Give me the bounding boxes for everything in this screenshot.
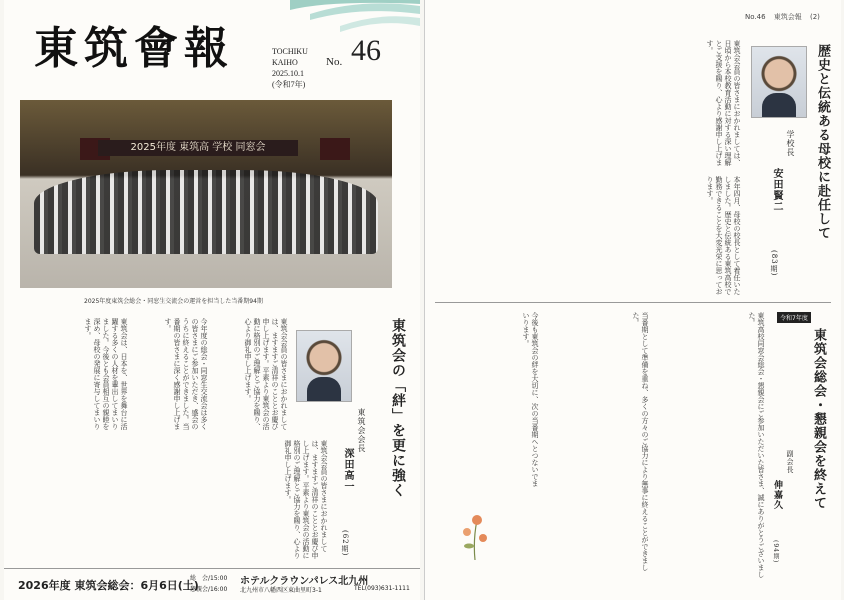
photo-banner: 2025年度 東筑高 学校 同窓会 — [98, 140, 298, 156]
article2-role: 学校長 — [786, 130, 795, 157]
article2-title: 歴史と伝統ある母校に赴任して — [815, 44, 830, 240]
group-photo — [20, 100, 392, 288]
article2-body-1: 東筑会会員の皆さまにおかれましては、日頃から本校教育活動に対する深い理解とご支援を賜り、心より感謝申し上げます。 — [706, 40, 741, 166]
article2-body-2: 本年四月、母校の校長として着任いたしました。歴史と伝統ある東筑高校で勤務できることを大変光栄に思っております。 — [706, 176, 741, 295]
article1-body-3: 東筑会は、日本を、世界を舞台に活躍する多くの人材を輩出してまいりました。今後とも会員相互の親睦を深め、母校の発展に寄与してまいります。 — [84, 318, 128, 430]
photo-caption: 2025年度東筑会総会・同窓生交流会の運営を担当した当番期94期 — [84, 298, 263, 305]
issue-number: 46 — [351, 34, 381, 67]
article3-name: 伸嘉久 — [772, 480, 782, 510]
article1-body-1: 東筑会会員の皆さまにおかれましては、ますますご清祥のこととお慶び申し上げます。平素より東筑会の活動に格別のご理解とご協力を賜り、心より御礼申し上げます。 — [244, 318, 288, 430]
article3-body-3: 今後も東筑会の絆を大切に、次の当番期へとつないでまいります。 — [522, 312, 539, 487]
article3-body-2: 当番期として準備を重ね、多くの方々のご協力により無事に終えることができました。 — [632, 312, 649, 571]
paper-title: 東筑會報 — [34, 23, 234, 74]
next-meeting-date: 2026年度 東筑会総会：6月6日(土) — [18, 579, 199, 592]
article3-role: 副会長 — [786, 450, 794, 474]
issue-date-value: 2025.10.1 — [272, 69, 304, 78]
running-head-no: No.46 — [745, 13, 766, 21]
photo-crowd — [34, 170, 378, 254]
venue-phone: TEL(093)631-1111 — [354, 585, 410, 592]
article3-cohort: (94期) — [772, 540, 779, 564]
paper-roman-title: TOCHIKU KAIHO — [272, 47, 308, 67]
front-page — [4, 0, 420, 600]
event-footer — [4, 568, 420, 600]
wave-decoration-icon — [290, 0, 420, 46]
issue-date — [272, 68, 305, 90]
article2-cohort: (83期) — [770, 250, 778, 277]
running-head-page: (2) — [810, 13, 820, 21]
section-divider — [435, 302, 831, 303]
article1-name: 深田高一 — [342, 448, 353, 492]
running-head — [745, 12, 820, 22]
issue-label: No. — [326, 56, 343, 68]
article3-tag: 令和7年度 — [777, 312, 811, 323]
masthead — [4, 0, 420, 95]
article3-body-1: 東筑高校同窓会総会・懇親会にご参加いただいた皆さま、誠にありがとうございました。 — [748, 312, 765, 578]
issue-era: (令和7年) — [272, 80, 306, 89]
running-head-paper: 東筑会報 — [773, 13, 802, 21]
article1-body-4: 東筑会会員の皆さまにおかれましては、ますますご清祥のこととお慶び申し上げます。平素より東筑会の活動に格別のご理解とご協力を賜り、心より御礼申し上げます。 — [284, 440, 328, 559]
photo-flag-right — [320, 138, 350, 160]
meeting-time: 総 会/15:00 — [190, 575, 228, 582]
venue-name: ホテルクラウンパレス北九州 — [240, 576, 369, 587]
article1-cohort: (62期) — [341, 530, 349, 557]
party-time: 懇親会/16:00 — [190, 586, 228, 593]
article1-role: 東筑会会長 — [357, 408, 366, 453]
principal-portrait — [751, 46, 807, 118]
article1-title: 東筑会の「絆」を更に強く — [390, 318, 406, 498]
second-page — [424, 0, 841, 600]
flower-illustration-icon — [455, 510, 495, 560]
venue-address: 北九州市八幡西区東曲里町3-1 — [240, 587, 322, 594]
article1-body-2: 今年度の総会・同窓生交流会は多くの皆さまにご参加いただき、盛会のうちに終えることができました。当番期の皆さまに深く感謝申し上げます。 — [164, 318, 208, 430]
president-portrait — [296, 330, 352, 402]
article3-title: 東筑会総会・懇親会を終えて — [811, 328, 826, 510]
article2-name: 安田賢二 — [771, 168, 782, 212]
